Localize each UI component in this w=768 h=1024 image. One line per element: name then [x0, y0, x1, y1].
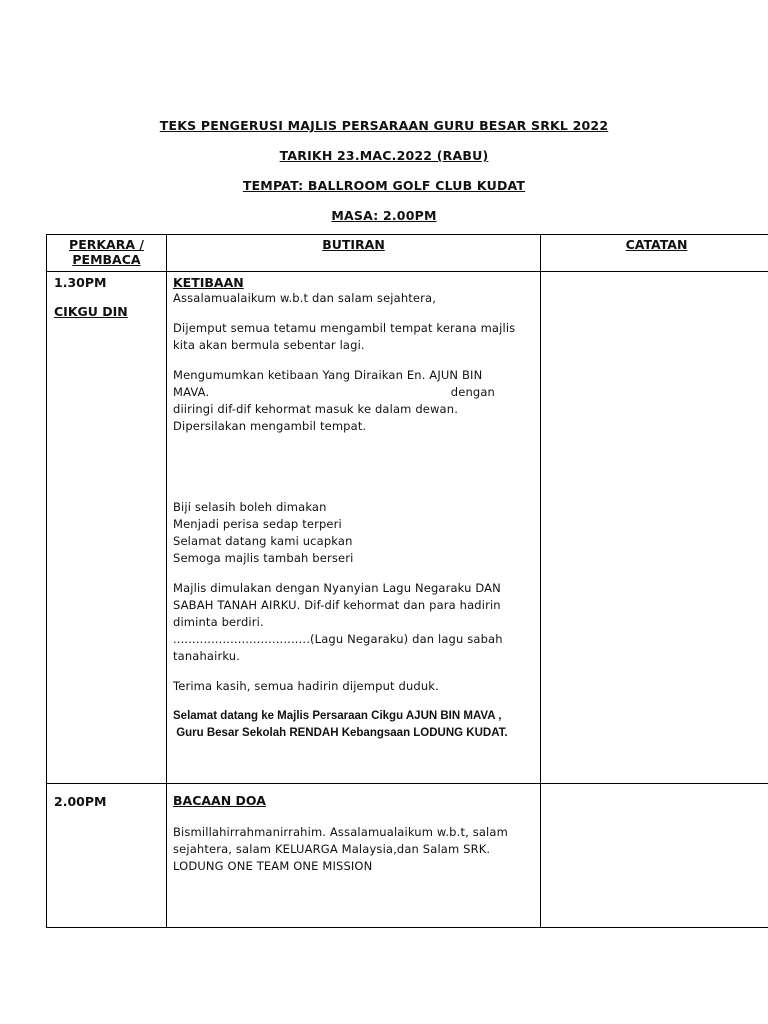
anthem-line-2: SABAH TANAH AIRKU. Dif-dif kehormat dan para hadirin — [173, 598, 501, 612]
thanks-text: Terima kasih, semua hadirin dijemput duduk. — [173, 679, 439, 693]
invite-line-2: kita akan bermula sebentar lagi. — [173, 338, 365, 352]
anthem-line-4: ....................................(Lagu Negaraku) dan lagu sabah — [173, 632, 503, 646]
announce-line-2 — [173, 384, 495, 401]
row1-time: 1.30PM — [54, 275, 107, 290]
table-header-row — [47, 235, 768, 272]
row1-perkara-cell — [47, 272, 167, 784]
venue-line: TEMPAT: BALLROOM GOLF CLUB KUDAT — [242, 178, 526, 193]
column-header-catatan-label: CATATAN — [625, 237, 688, 252]
pantun-line-3: Selamat datang kami ucapkan — [173, 534, 353, 548]
anthem-line-3: diminta berdiri. — [173, 615, 264, 629]
invite-line-1: Dijemput semua tetamu mengambil tempat kerana majlis — [173, 321, 516, 335]
doa-line-2: sejahtera, salam KELUARGA Malaysia,dan Salam SRK. — [173, 842, 491, 856]
column-header-butiran-label: BUTIRAN — [322, 237, 385, 252]
document-title: TEKS PENGERUSI MAJLIS PERSARAAN GURU BESAR SRKL 2022 — [159, 118, 609, 133]
column-header-catatan — [541, 235, 768, 272]
welcome-line-2: Guru Besar Sekolah RENDAH Kebangsaan LODUNG KUDAT. — [173, 727, 508, 739]
announce-line-2-right: dengan — [450, 385, 495, 399]
pantun-line-2: Menjadi perisa sedap terperi — [173, 517, 342, 531]
welcome-line-1: Selamat datang ke Majlis Persaraan Cikgu AJUN BIN MAVA , — [173, 710, 502, 722]
table-row — [47, 272, 768, 784]
column-header-perkara — [47, 235, 167, 272]
announce-line-3: diiringi dif-dif kehormat masuk ke dalam dewan. — [173, 402, 458, 416]
announce-line-4: Dipersilakan mengambil tempat. — [173, 419, 367, 433]
row1-reader: CIKGU DIN — [54, 304, 128, 319]
doa-line-3: LODUNG ONE TEAM ONE MISSION — [173, 859, 373, 873]
program-table — [46, 234, 768, 928]
table-row — [47, 784, 768, 928]
row2-catatan-cell — [541, 784, 768, 928]
row1-section-title: KETIBAAN — [173, 275, 244, 290]
pantun-line-4: Semoga majlis tambah berseri — [173, 551, 354, 565]
row2-time: 2.00PM — [54, 794, 107, 809]
time-line: MASA: 2.00PM — [331, 208, 437, 223]
column-header-butiran — [167, 235, 541, 272]
announce-line-1: Mengumumkan ketibaan Yang Diraikan En. AJUN BIN — [173, 368, 483, 382]
pantun-line-1: Biji selasih boleh dimakan — [173, 500, 327, 514]
row2-section-title: BACAAN DOA — [173, 793, 266, 808]
date-line: TARIKH 23.MAC.2022 (RABU) — [279, 148, 489, 163]
doa-line-1: Bismillahirrahmanirrahim. Assalamualaikum w.b.t, salam — [173, 825, 508, 839]
anthem-line-1: Majlis dimulakan dengan Nyanyian Lagu Negaraku DAN — [173, 581, 501, 595]
row2-perkara-cell — [47, 784, 167, 928]
column-header-perkara-label: PERKARA / PEMBACA — [69, 237, 144, 267]
row2-butiran-cell — [167, 784, 541, 928]
greeting-text: Assalamualaikum w.b.t dan salam sejahtera, — [173, 291, 437, 305]
row1-butiran-cell — [167, 272, 541, 784]
row1-catatan-cell — [541, 272, 768, 784]
announce-line-2-left: MAVA. — [173, 385, 210, 399]
anthem-line-5: tanahairku. — [173, 649, 241, 663]
